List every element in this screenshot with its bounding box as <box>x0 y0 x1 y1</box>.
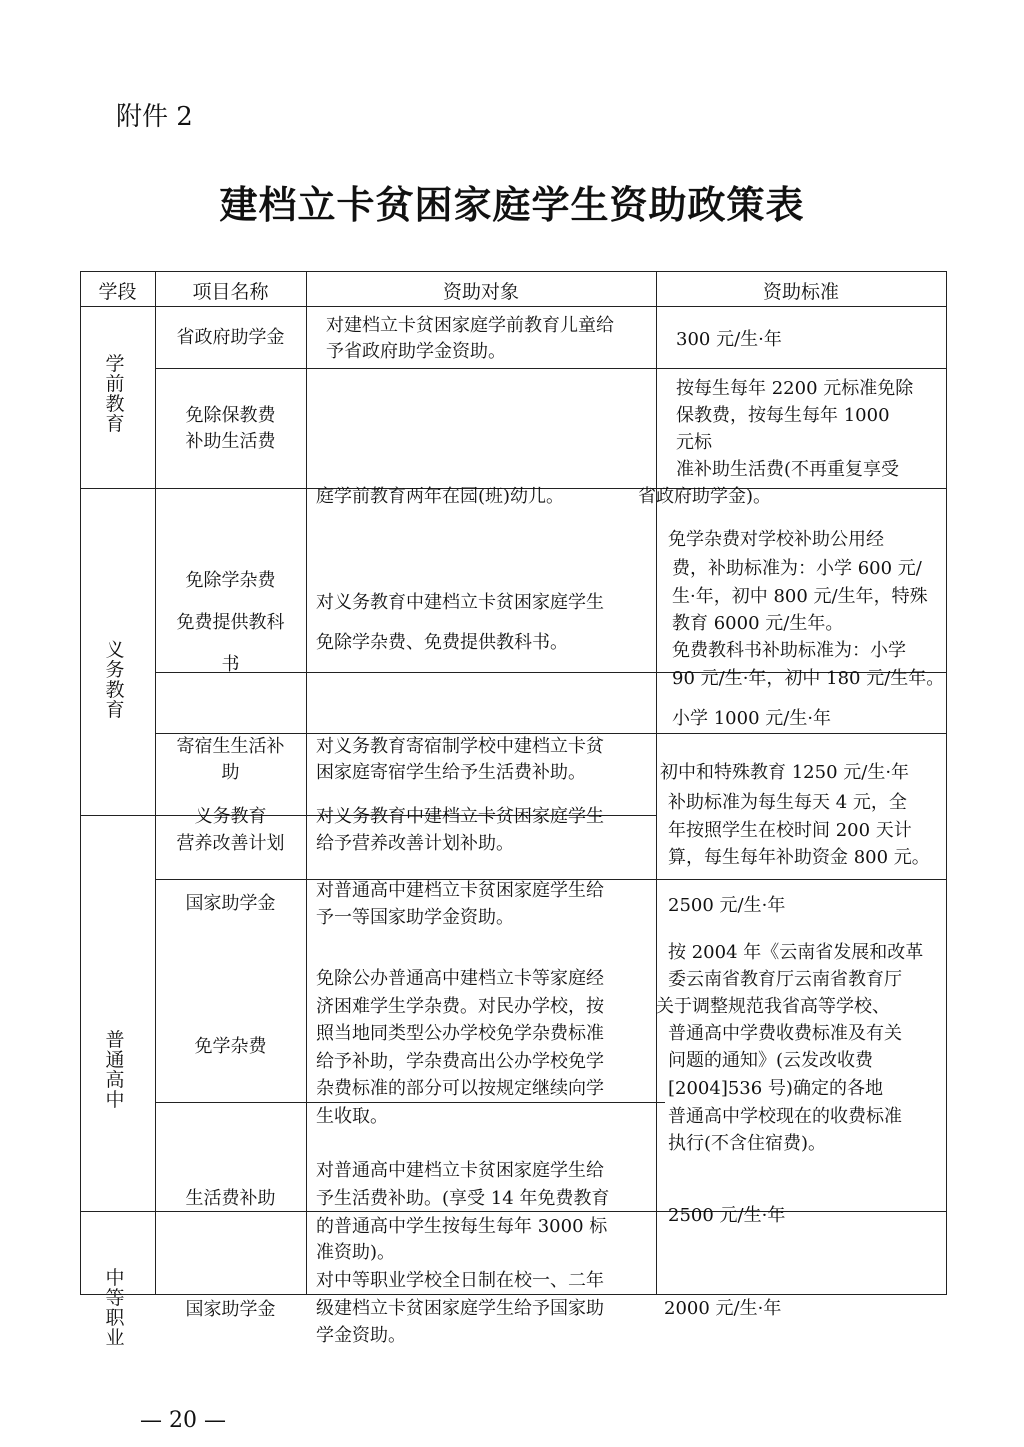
target-text: 对建档立卡贫困家庭学前教育儿童给 <box>326 315 614 336</box>
standard-text: 初中和特殊教育 1250 元/生·年 <box>660 762 910 783</box>
project-name: 省政府助学金 <box>176 327 285 348</box>
header-standard: 资助标准 <box>762 281 839 303</box>
target-text: 予生活费补助。(享受 14 年免费教育 <box>316 1188 610 1209</box>
standard-text: 生·年，初中 800 元/生年，特殊 <box>672 586 928 607</box>
standard-text: 元标 <box>676 432 712 453</box>
target-text: 对义务教育寄宿制学校中建档立卡贫 <box>316 736 604 757</box>
standard-text: 90 元/生·年，初中 180 元/生年。 <box>672 668 945 689</box>
standard-text: 2500 元/生·年 <box>668 895 786 916</box>
target-text: 给予营养改善计划补助。 <box>316 833 514 854</box>
standard-text: 免学杂费对学校补助公用经 <box>668 529 884 550</box>
target-text: 级建档立卡贫困家庭学生给予国家助 <box>316 1298 604 1319</box>
standard-text: 准补助生活费(不再重复享受 <box>676 459 900 480</box>
target-text: 的普通高中学生按每生每年 3000 标 <box>316 1216 608 1237</box>
standard-text: 教育 6000 元/生年。 <box>672 613 844 634</box>
standard-text: 算，每生每年补助资金 800 元。 <box>668 847 930 868</box>
standard-text: 关于调整规范我省高等学校、 <box>656 996 890 1017</box>
standard-text: 委云南省教育厅云南省教育厅 <box>668 969 902 990</box>
header-target: 资助对象 <box>442 281 519 303</box>
standard-text: 费，补助标准为：小学 600 元/ <box>672 558 922 579</box>
target-text: 免除公办普通高中建档立卡等家庭经 <box>316 968 604 989</box>
target-text: 对普通高中建档立卡贫困家庭学生给 <box>316 880 604 901</box>
project-name: 生活费补助 <box>185 1188 276 1209</box>
project-name: 免学杂费 <box>194 1036 267 1057</box>
target-text: 杂费标准的部分可以按规定继续向学 <box>316 1078 604 1099</box>
project-name: 义务教育 <box>194 806 267 827</box>
target-text: 对普通高中建档立卡贫困家庭学生给 <box>316 1160 604 1181</box>
standard-text: 按每生每年 2200 元标准免除 <box>676 378 914 399</box>
target-text: 庭学前教育两年在园(班)幼儿。 <box>316 486 565 507</box>
target-text: 学金资助。 <box>316 1325 406 1346</box>
standard-text: 保教费，按每生每年 1000 <box>676 405 890 426</box>
page-title: 建档立卡贫困家庭学生资助政策表 <box>219 183 805 227</box>
target-text: 生收取。 <box>316 1106 388 1127</box>
project-name: 国家助学金 <box>185 1299 276 1320</box>
standard-text: 小学 1000 元/生·年 <box>672 708 832 729</box>
stage-vocational: 中等职业 <box>105 1267 125 1349</box>
project-name: 补助生活费 <box>185 431 276 452</box>
header-stage: 学段 <box>98 281 137 303</box>
target-text: 照当地同类型公办学校免学杂费标准 <box>316 1023 604 1044</box>
target-text: 困家庭寄宿学生给予生活费补助。 <box>316 762 586 783</box>
target-text: 予一等国家助学金资助。 <box>316 907 514 928</box>
target-text: 对义务教育中建档立卡贫困家庭学生 <box>316 806 604 827</box>
target-text: 免除学杂费、免费提供教科书。 <box>316 632 568 653</box>
standard-text: 执行(不含住宿费)。 <box>668 1133 827 1154</box>
project-name: 助 <box>221 762 240 783</box>
target-text: 予省政府助学金资助。 <box>326 341 506 362</box>
standard-text: 问题的通知》(云发改收费 <box>668 1050 874 1071</box>
attachment-label: 附件 2 <box>116 102 193 132</box>
target-text: 给予补助，学杂费高出公办学校免学 <box>316 1051 604 1072</box>
target-text: 准资助)。 <box>316 1242 396 1263</box>
standard-text: 免费教科书补助标准为：小学 <box>672 640 906 661</box>
project-name: 书 <box>221 654 240 675</box>
standard-text: 2000 元/生·年 <box>664 1298 782 1319</box>
target-text: 济困难学生学杂费。对民办学校，按 <box>316 996 604 1017</box>
standard-text: 普通高中学校现在的收费标准 <box>668 1106 902 1127</box>
standard-text: 按 2004 年《云南省发展和改革 <box>668 942 924 963</box>
standard-text: 2500 元/生·年 <box>668 1205 786 1226</box>
stage-preschool: 学前教育 <box>105 353 125 435</box>
target-text: 对中等职业学校全日制在校一、二年 <box>316 1270 604 1291</box>
standard-text: 普通高中学费收费标准及有关 <box>668 1023 902 1044</box>
project-name: 免除保教费 <box>185 405 276 426</box>
header-project: 项目名称 <box>192 281 269 303</box>
project-name: 营养改善计划 <box>176 833 285 854</box>
project-name: 免费提供教科 <box>176 612 285 633</box>
standard-text: [2004]536 号)确定的各地 <box>668 1078 883 1099</box>
standard-text: 300 元/生·年 <box>676 329 782 350</box>
target-text: 对义务教育中建档立卡贫困家庭学生 <box>316 592 604 613</box>
standard-text: 年按照学生在校时间 200 天计 <box>668 820 912 841</box>
project-name: 寄宿生生活补 <box>176 736 285 757</box>
project-name: 免除学杂费 <box>185 570 276 591</box>
project-name: 国家助学金 <box>185 893 276 914</box>
standard-text: 补助标准为每生每天 4 元，全 <box>668 792 907 813</box>
stage-compulsory: 义务教育 <box>105 639 125 721</box>
page-number: — 20 — <box>140 1408 226 1433</box>
stage-high-school: 普通高中 <box>105 1029 125 1111</box>
standard-text: 省政府助学金)。 <box>638 486 772 507</box>
